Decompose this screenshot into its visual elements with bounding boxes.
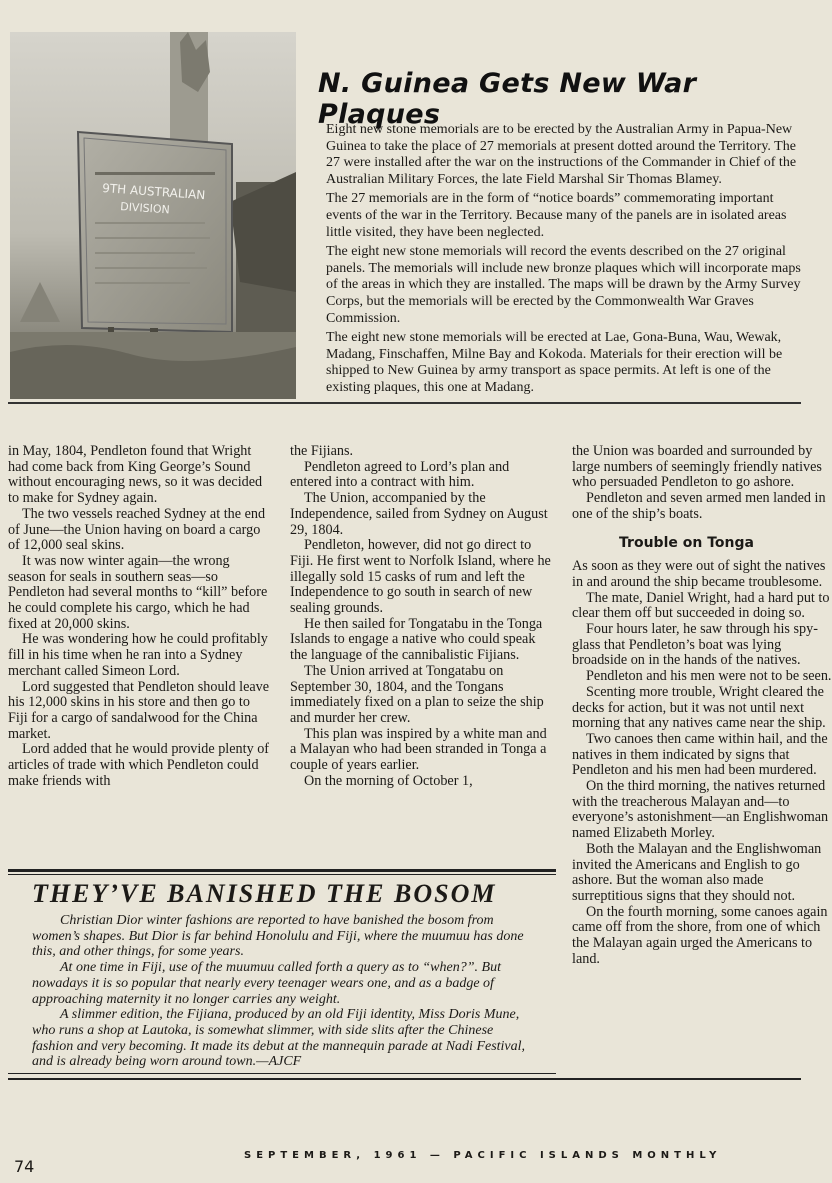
story-paragraph: The two vessels reached Sydney at the end of June—the Union having on board a cargo of 12,000 seal skins.: [8, 505, 266, 554]
story-paragraph: Four hours later, he saw through his spy-glass that Pendleton’s boat was lying broadside on in the hands of the natives.: [572, 621, 818, 669]
story-column-2: [290, 444, 552, 789]
story-paragraph: Pendleton agreed to Lord’s plan and entered into a contract with him.: [290, 458, 510, 491]
memorial-photo: [10, 32, 296, 399]
box-divider-bottom-thick: [8, 1078, 801, 1080]
intro-paragraph: Eight new stone memorials are to be erected by the Australian Army in Papua-New Guinea to take the place of 27 memorials at present dotted around the Territory. The 27 were installed after the war on the instructions of the Commander in Chief of the Australian Military Forces, the late Field Marshal Sir Thomas Blamey.: [326, 122, 797, 187]
story-paragraph: He then sailed for Tongatabu in the Tonga Islands to engage a native who could speak the language of the cannibalistic Fijians.: [290, 615, 543, 664]
box-divider-top: [8, 869, 556, 872]
box-divider-top-thin: [8, 874, 556, 875]
box-paragraph: Christian Dior winter fashions are reported to have banished the bosom from women’s shapes. But Dior is far behind Honolulu and Fiji, where the muumuu has done this, and other things, for some years.: [32, 913, 524, 960]
story-paragraph: Both the Malayan and the Englishwoman invited the Americans and English to go ashore. But the woman also made surreptitious signs that they should not.: [572, 840, 822, 904]
story-paragraph: Scenting more trouble, Wright cleared the decks for action, but it was not until next morning that any natives came near the ship.: [572, 683, 826, 732]
box-paragraph: At one time in Fiji, use of the muumuu called forth a query as to “when?”. But nowadays it is so popular that nearly every teenager wears one, and as a badge of approaching maternity it no longer carries any weight.: [32, 960, 501, 1007]
story-paragraph: Pendleton and his men were not to be seen.: [586, 668, 832, 685]
story-paragraph: As soon as they were out of sight the natives in and around the ship became troublesome.: [572, 558, 826, 590]
intro-article: [326, 122, 801, 400]
story-paragraph: the Fijians.: [290, 443, 354, 459]
story-paragraph: Lord added that he would provide plenty of articles of trade with which Pendleton could make friends with: [8, 741, 270, 789]
story-paragraph: This plan was inspired by a white man and a Malayan who had been stranded in Tonga a couple of years earlier.: [290, 725, 547, 774]
story-paragraph: Pendleton, however, did not go direct to Fiji. He first went to Norfolk Island, where he illegally sold 15 casks of rum and left the Independence to go south in search of new sealing grounds.: [290, 537, 551, 617]
memorial-plaque-illustration: [10, 32, 296, 399]
story-column-3: [572, 443, 832, 968]
section-subhead: Trouble on Tonga: [619, 534, 754, 551]
intro-paragraph: The 27 memorials are in the form of “notice boards” commemorating important events of the war in the Territory. Because many of the panels are in isolated areas little visited, they have been neglected.: [326, 191, 787, 240]
intro-paragraph: The eight new stone memorials will be erected at Lae, Gona-Buna, Wau, Wewak, Madang, Finschaffen, Milne Bay and Kokoda. Materials for their erection will be shipped to New Guinea by army transport as space permits. At left is one of the existing plaques, this one at Madang.: [326, 330, 783, 395]
box-paragraph: A slimmer edition, the Fijiana, produced by an old Fiji identity, Miss Doris Mune, who runs a shop at Lautoka, is somewhat slimmer, with side slits after the Chinese fashion and very becoming. It made its debut at the mannequin parade at Nadi Festival, and is already being worn around town.—AJCF: [32, 1007, 526, 1070]
story-paragraph: Two canoes then came within hail, and the natives in them indicated by signs that Pendleton and his men had been murdered.: [572, 730, 828, 779]
plaque-heading-line1: 9TH AUSTRALIAN: [101, 181, 206, 203]
running-footer: SEPTEMBER, 1961 — PACIFIC ISLANDS MONTHLY: [244, 1150, 722, 1161]
sidebar-box-body: [32, 913, 532, 1070]
story-paragraph: the Union was boarded and surrounded by large numbers of seemingly friendly natives who persuaded Pendleton to go ashore.: [572, 443, 822, 491]
plaque-heading-line2: DIVISION: [119, 200, 171, 217]
story-paragraph: It was now winter again—the wrong season for seals in southern seas—so Pendleton had several months to “kill” before he could complete his cargo, which he had fixed at 20,000 skins.: [8, 552, 268, 632]
page-number: 74: [14, 1157, 35, 1176]
story-paragraph: On the third morning, the natives returned with the treacherous Malayan and—to everyone’s astonishment—an Englishwoman named Elizabeth Morley.: [572, 778, 829, 842]
story-paragraph: The Union arrived at Tongatabu on September 30, 1804, and the Tongans immediately fixed on a plan to seize the ship and murder her crew.: [290, 662, 544, 726]
story-paragraph: Pendleton and seven armed men landed in one of the ship’s boats.: [572, 490, 826, 522]
headline: N. Guinea Gets New War Plaques: [318, 68, 697, 130]
story-paragraph: The Union, accompanied by the Independence, sailed from Sydney on August 29, 1804.: [290, 490, 548, 538]
sidebar-box-title: THEY’VE BANISHED THE BOSOM: [32, 879, 497, 908]
story-paragraph: The mate, Daniel Wright, had a hard put to clear them off but succeeded in doing so.: [572, 589, 830, 622]
story-paragraph: He was wondering how he could profitably fill in his time when he ran into a Sydney merchant called Simeon Lord.: [8, 631, 268, 679]
story-paragraph: On the fourth morning, some canoes again came off from the shore, from one of which the Malayan again urged the Americans to land.: [572, 903, 828, 967]
story-paragraph: On the morning of October 1,: [304, 772, 473, 789]
story-column-1: [8, 444, 270, 789]
section-divider: [8, 402, 801, 404]
story-paragraph: Lord suggested that Pendleton should leave his 12,000 skins in his store and then go to Fiji for a cargo of sandalwood for the China market.: [8, 678, 270, 742]
intro-paragraph: The eight new stone memorials will record the events described on the 27 original panels. The memorials will include new bronze plaques which will incorporate maps of the areas in which they are installed. The maps will be drawn by the Army Survey Corps, but the memorials will be erected by the Commonwealth War Graves Commission.: [326, 244, 801, 326]
box-divider-bottom: [8, 1073, 556, 1074]
story-paragraph: in May, 1804, Pendleton found that Wright had come back from King George’s Sound without encouraging news, so it was decided to make for Sydney again.: [8, 443, 263, 507]
